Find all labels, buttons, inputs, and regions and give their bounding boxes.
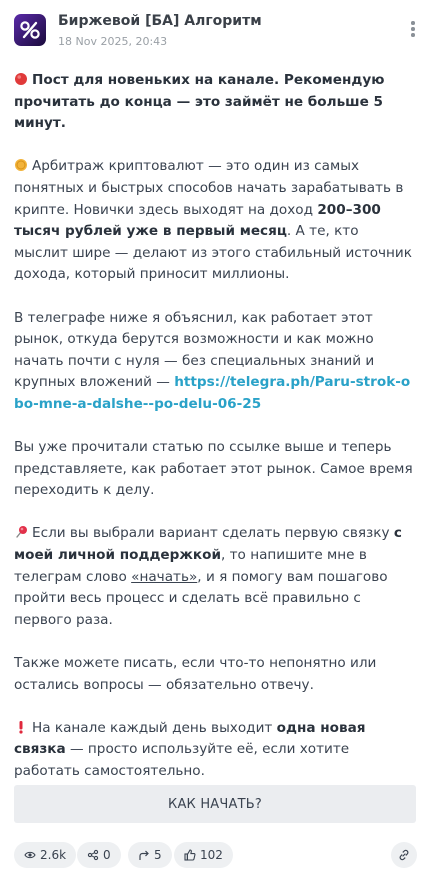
income-highlight: 200–300 тысяч рублей уже в первый месяц [14, 201, 381, 240]
post-paragraph-next [14, 437, 416, 502]
support-text-c: , то напишите мне в телеграм слово [14, 547, 367, 585]
forwards-count: 5 [154, 848, 162, 862]
post-footer [14, 842, 416, 868]
views-count: 2.6k [40, 848, 67, 862]
red-circle-icon [14, 72, 28, 86]
share-button[interactable] [77, 842, 121, 868]
telegraph-link[interactable]: https://telegra.ph/Paru-strok-obo-mne-a-dalshe--po-delu-06-25 [14, 374, 411, 412]
thumbs-up-icon [184, 849, 196, 861]
channel-avatar[interactable] [14, 14, 46, 46]
percent-logo-icon [14, 14, 46, 46]
support-text-d: , и я помогу вам пошагово пройти весь процесс и сделать всё правильно с первого раза. [14, 568, 388, 628]
intro-text: Пост для новеньких на канале. Рекомендую прочитать до конца — это займёт не больше 5 минут. [14, 72, 385, 132]
views-counter [14, 842, 76, 868]
forward-icon [138, 849, 150, 861]
post-paragraph-questions [14, 653, 416, 696]
likes-count: 102 [200, 848, 223, 862]
start-word: «начать» [131, 568, 198, 585]
daily-text-a: На канале каждый день выходит [32, 719, 277, 736]
more-vertical-icon[interactable] [404, 18, 422, 40]
like-button[interactable] [174, 842, 233, 868]
daily-highlight: одна новая связка [14, 719, 366, 758]
post-paragraph-telegraph [14, 308, 416, 416]
post-paragraph-support [14, 523, 416, 631]
shares-count: 0 [103, 848, 111, 862]
channel-name[interactable]: Биржевой [БА] Алгоритм [58, 13, 262, 29]
arbitrage-text-c: . А те, кто мыслит шире — делают из этого стабильный источник дохода, который приносит миллионы. [14, 223, 412, 283]
next-text: Вы уже прочитали статью по ссылке выше и теперь представляете, как работает этот рынок. Самое время переходить к делу. [14, 439, 413, 499]
share-icon [87, 849, 99, 861]
how-to-start-button[interactable]: КАК НАЧАТЬ? [14, 785, 416, 823]
pushpin-icon [14, 525, 28, 539]
post-paragraph-intro [14, 70, 416, 135]
exclamation-icon [14, 720, 28, 734]
post-body [14, 70, 416, 826]
coin-icon [14, 158, 28, 172]
eye-icon [24, 849, 36, 861]
daily-text-c: — просто используйте её, если хотите работать самостоятельно. [14, 741, 350, 779]
support-text-a: Если вы выбрали вариант сделать первую связку [32, 525, 394, 542]
post-paragraph-daily [14, 718, 416, 783]
telegraph-text: В телеграфе ниже я объяснил, как работает этот рынок, откуда берутся возможности и как можно начать почти с нуля — без специальных знаний и крупных вложений — [14, 309, 375, 391]
support-highlight: с моей личной поддержкой [14, 525, 402, 564]
copy-link-button[interactable] [391, 842, 417, 868]
post-paragraph-arbitrage [14, 156, 416, 286]
link-icon [398, 849, 410, 861]
post-header [0, 0, 429, 58]
post-date: 18 Nov 2025, 20:43 [58, 35, 168, 48]
forward-button[interactable] [128, 842, 172, 868]
questions-text: Также можете писать, если что-то непонятно или остались вопросы — обязательно отвечу. [14, 655, 377, 693]
arbitrage-text-a: Арбитраж криптовалют — это один из самых понятных и быстрых способов начать зарабатывать в крипте. Новички здесь выходят на доход [14, 158, 404, 218]
